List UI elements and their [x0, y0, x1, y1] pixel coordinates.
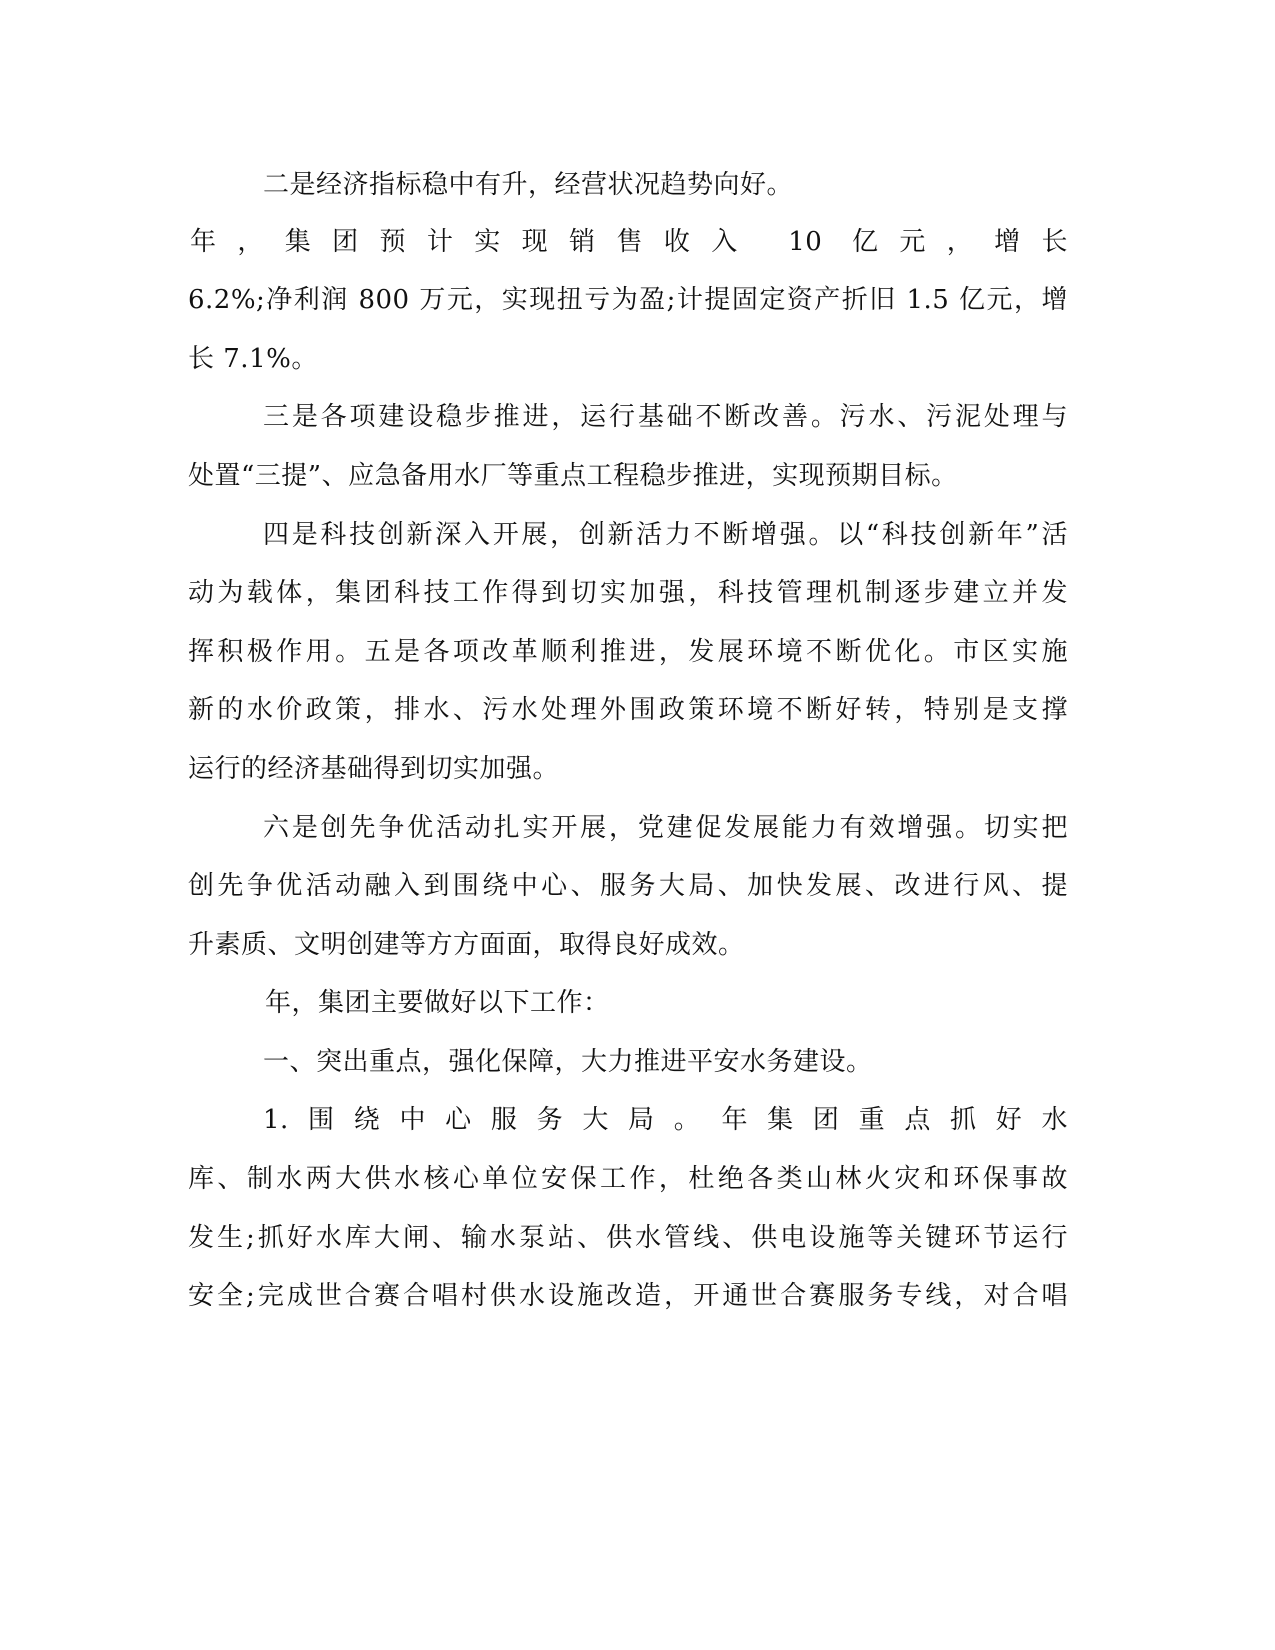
paragraph-line — [263, 1042, 1068, 1082]
text: 年集团重点抓好水 — [721, 1105, 1068, 1135]
text: 1.围绕中心服务大局。 — [263, 1105, 720, 1135]
text: 年，集团主要做好以下工作： — [265, 988, 610, 1018]
text: 年，集团预计实现销售收入 10 亿元，增长 — [190, 227, 1068, 257]
paragraph-line — [263, 808, 1068, 848]
paragraph-line — [188, 339, 1068, 379]
paragraph-line — [188, 456, 1068, 496]
text: 挥积极作用。五是各项改革顺利推进，发展环境不断优化。市区实施 — [188, 637, 1068, 667]
text: 发生;抓好水库大闸、输水泵站、供水管线、供电设施等关键环节运行 — [188, 1223, 1068, 1253]
text: 长 7.1%。 — [188, 344, 318, 374]
paragraph-line — [188, 1159, 1068, 1199]
paragraph-line — [263, 165, 1068, 205]
text: 运行的经济基础得到切实加强。 — [188, 754, 560, 784]
text: 创先争优活动融入到围绕中心、服务大局、加快发展、改进行风、提 — [188, 871, 1068, 901]
paragraph-line — [263, 515, 1068, 555]
text: 三是各项建设稳步推进，运行基础不断改善。污水、污泥处理与 — [263, 402, 1068, 432]
text: 四是科技创新深入开展，创新活力不断增强。以“科技创新年”活 — [263, 520, 1068, 550]
text: 新的水价政策，排水、污水处理外围政策环境不断好转，特别是支撑 — [188, 695, 1068, 725]
text: 一、突出重点，强化保障，大力推进平安水务建设。 — [263, 1047, 873, 1077]
paragraph-line — [188, 925, 1068, 965]
paragraph-line — [188, 632, 1068, 672]
text: 处置“三提”、应急备用水厂等重点工程稳步推进，实现预期目标。 — [188, 461, 958, 491]
text: 安全;完成世合赛合唱村供水设施改造，开通世合赛服务专线，对合唱 — [188, 1281, 1068, 1311]
text: 六是创先争优活动扎实开展，党建促发展能力有效增强。切实把 — [263, 813, 1068, 843]
text: 库、制水两大供水核心单位安保工作，杜绝各类山林火灾和环保事故 — [188, 1164, 1068, 1194]
paragraph-line — [188, 749, 1068, 789]
paragraph-line — [188, 222, 1068, 262]
text: 二是经济指标稳中有升，经营状况趋势向好。 — [263, 170, 794, 200]
paragraph-line — [263, 397, 1068, 437]
paragraph-line — [188, 1218, 1068, 1258]
paragraph-line — [188, 1276, 1068, 1316]
text: 6.2%;净利润 800 万元，实现扭亏为盈;计提固定资产折旧 1.5 亿元，增 — [188, 285, 1068, 315]
paragraph-line — [188, 866, 1068, 906]
text: 升素质、文明创建等方方面面，取得良好成效。 — [188, 930, 745, 960]
paragraph-line — [188, 690, 1068, 730]
paragraph-line — [263, 983, 1068, 1023]
paragraph-line — [263, 1100, 1068, 1140]
paragraph-line — [188, 573, 1068, 613]
paragraph-line — [188, 280, 1068, 320]
text: 动为载体，集团科技工作得到切实加强，科技管理机制逐步建立并发 — [188, 578, 1068, 608]
